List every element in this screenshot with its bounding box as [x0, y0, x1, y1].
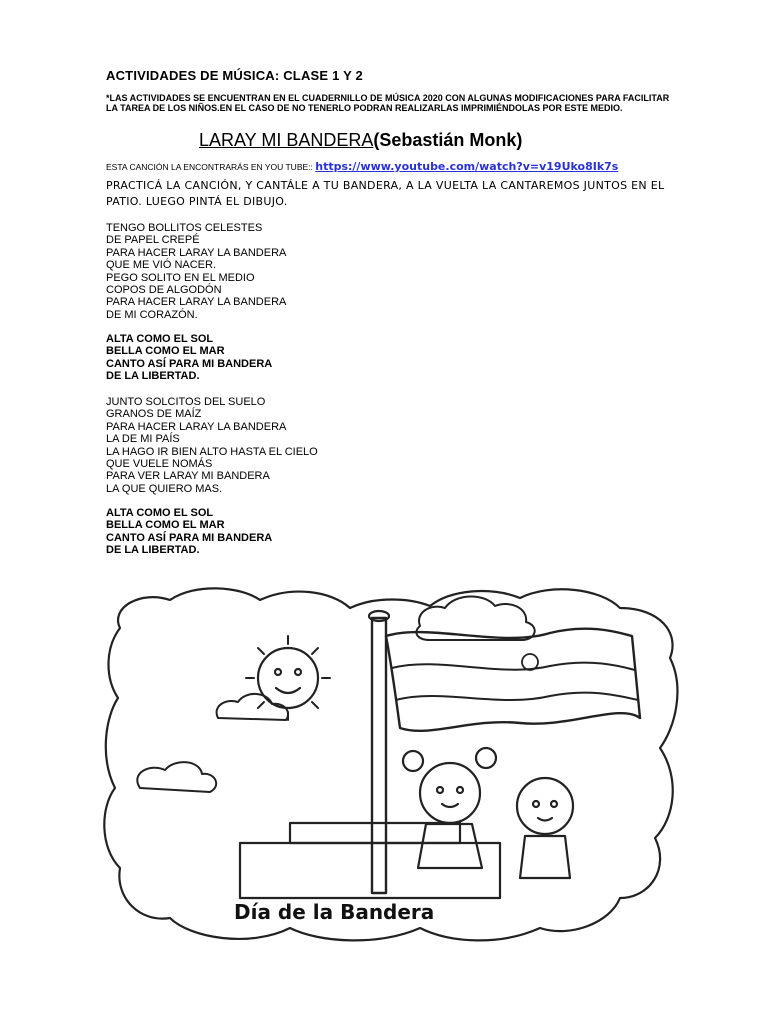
lyric-line: COPOS DE ALGODÓN: [106, 284, 222, 297]
verse-2: [106, 396, 318, 495]
chorus-line: CANTO ASÍ PARA MI BANDERA: [106, 531, 273, 544]
flag-day-drawing: [100, 578, 680, 950]
lyric-line: DE PAPEL CREPÉ: [106, 234, 200, 247]
lyric-line: PARA VER LARAY MI BANDERA: [106, 470, 270, 483]
chorus-line: ALTA COMO EL SOL: [106, 507, 214, 519]
instruction-text: PRACTICÁ LA CANCIÓN, Y CANTÁLE A TU BANDERA, A LA VUELTA LA CANTAREMOS JUNTOS EN EL PATIO. LUEGO PINTÁ EL DIBUJO.: [106, 179, 665, 208]
verse-1: [106, 222, 286, 321]
chorus-line: DE LA LIBERTAD.: [106, 370, 200, 383]
lyric-line: JUNTO SOLCITOS DEL SUELO: [106, 396, 266, 408]
lyric-line: PARA HACER LARAY LA BANDERA: [106, 420, 287, 433]
boy-figure: [517, 778, 573, 878]
chorus-line: ALTA COMO EL SOL: [106, 333, 214, 345]
lyric-line: PARA HACER LARAY LA BANDERA: [106, 296, 287, 309]
youtube-link[interactable]: https://www.youtube.com/watch?v=v19Uko8Ik7s: [315, 160, 619, 173]
intro-note: *LAS ACTIVIDADES SE ENCUENTRAN EN EL CUADERNILLO DE MÚSICA 2020 CON ALGUNAS MODIFICACIONES PARA FACILITAR LA TAREA DE LOS NIÑOS.EN EL CASO DE NO TENERLO PODRAN REALIZARLAS IMPRIMIÉNDOLAS POR ESTE MEDIO.: [106, 93, 670, 113]
youtube-text: ESTA CANCIÓN LA ENCONTRARÁS EN YOU TUBE::: [106, 162, 316, 172]
chorus-line: CANTO ASÍ PARA MI BANDERA: [106, 357, 273, 370]
flag-base: [240, 823, 500, 898]
chorus-1: [106, 333, 272, 383]
lyric-line: LA DE MI PAÍS: [106, 433, 180, 446]
youtube-line: [106, 160, 618, 173]
sun-icon: [246, 636, 330, 720]
chorus-line: DE LA LIBERTAD.: [106, 544, 200, 557]
lyric-line: QUE ME VIÓ NACER.: [106, 259, 217, 272]
girl-figure: [403, 748, 496, 868]
song-title-main: LARAY MI BANDERA: [199, 130, 374, 150]
lyric-line: PEGO SOLITO EN EL MEDIO: [106, 271, 255, 284]
flag-pole: [369, 611, 389, 893]
lyric-line: GRANOS DE MAÍZ: [106, 408, 202, 421]
song-title: [199, 130, 522, 151]
lyric-line: DE MI CORAZÓN.: [106, 308, 198, 321]
lyric-line: LA QUE QUIERO MAS.: [106, 482, 223, 495]
drawing-caption: Día de la Bandera: [234, 900, 435, 924]
song-author: (Sebastián Monk): [373, 130, 523, 150]
lyric-line: PARA HACER LARAY LA BANDERA: [106, 246, 287, 259]
cloud-border: [104, 588, 677, 940]
lyric-line: TENGO BOLLITOS CELESTES: [106, 222, 263, 234]
chorus-line: BELLA COMO EL MAR: [106, 345, 225, 358]
flag: [386, 629, 640, 731]
chorus-line: BELLA COMO EL MAR: [106, 519, 225, 532]
page-title: ACTIVIDADES DE MÚSICA: CLASE 1 Y 2: [106, 68, 363, 83]
chorus-2: [106, 507, 272, 557]
lyric-line: LA HAGO IR BIEN ALTO HASTA EL CIELO: [106, 445, 318, 458]
cloud-left-2: [137, 762, 216, 792]
lyric-line: QUE VUELE NOMÁS: [106, 458, 213, 471]
